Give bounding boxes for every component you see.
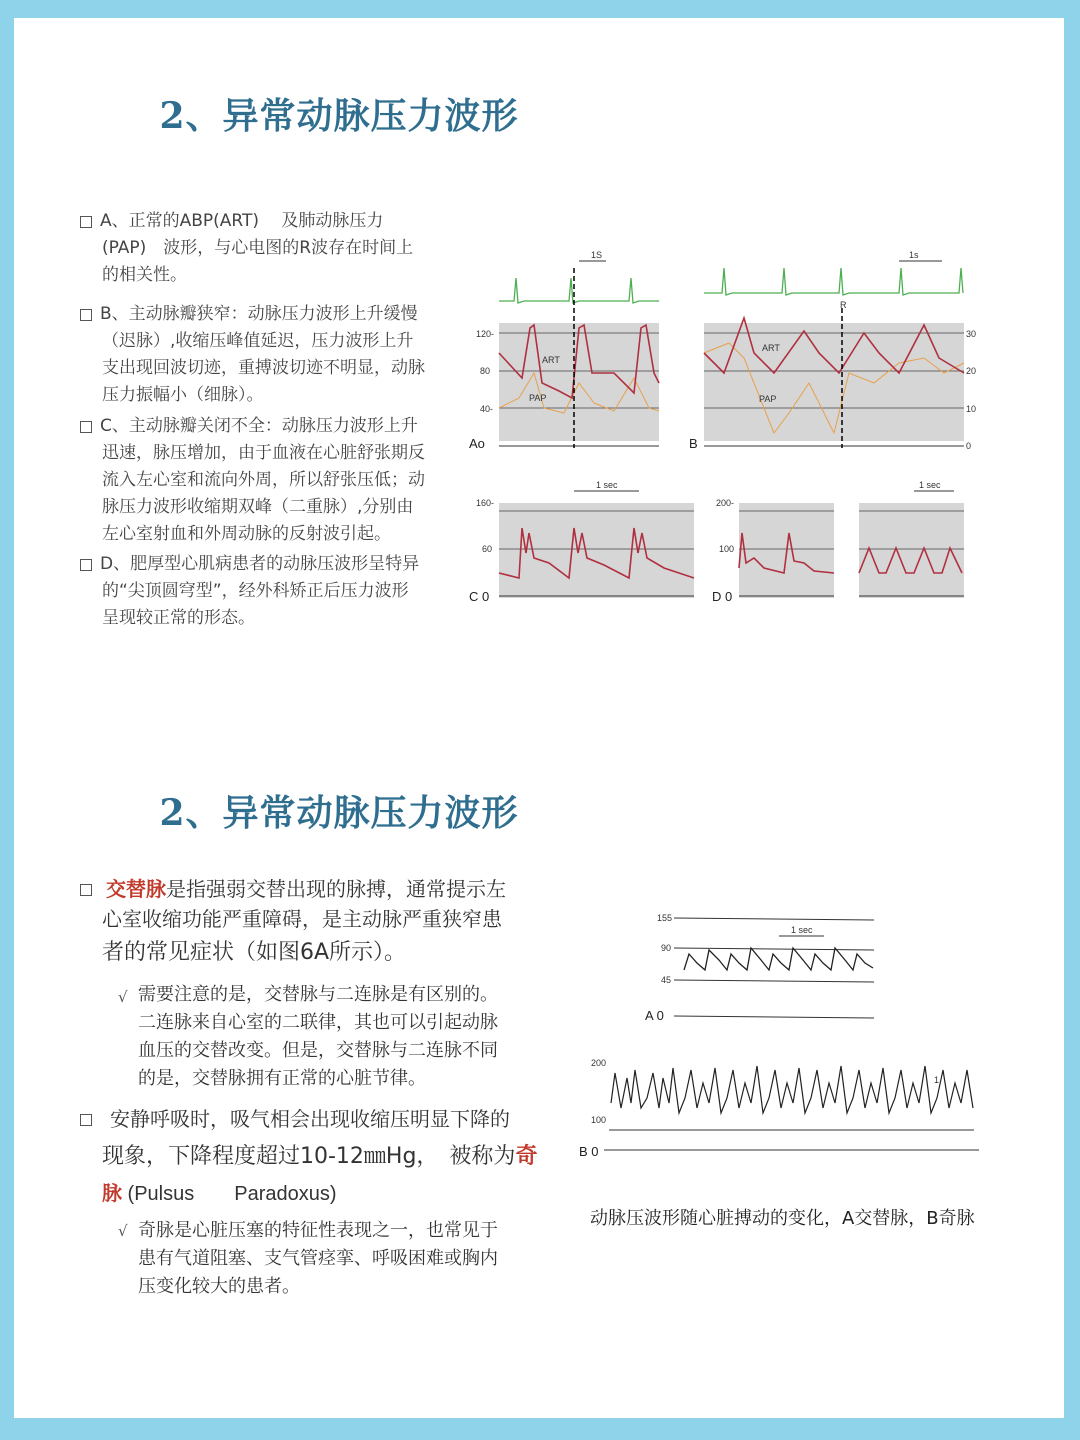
item1-text: 是指强弱交替出现的脉搏，通常提示左 [166, 877, 506, 901]
paradoxical-pulse-trace [611, 1066, 973, 1113]
time-label-b: 1s [909, 250, 919, 260]
figure2-caption: 动脉压波形随心脏搏动的变化，A交替脉，B奇脉 [590, 1208, 975, 1229]
item1-line3: 者的常见症状（如图6A所示）。 [102, 940, 407, 965]
art-label-b: ART [762, 343, 780, 353]
tick-80: 80 [480, 366, 491, 376]
tick-60: 60 [482, 544, 493, 554]
alternating-pulse-trace [684, 948, 873, 970]
panel-b [689, 250, 976, 451]
figure2-panel-b [579, 1058, 979, 1159]
tick-10: 10 [966, 404, 977, 414]
section1-item-line: A、正常的ABP(ART) 及肺动脉压力 [100, 211, 384, 231]
section1-item-line: 流入左心室和流向外周，所以舒张压低；动 [102, 470, 425, 490]
check-line: 压变化较大的患者。 [138, 1276, 300, 1297]
tick-45: 45 [661, 975, 672, 985]
figure2-panel-a [645, 913, 874, 1023]
tick-120: 120- [476, 329, 495, 339]
section1-title: 2、异常动脉压力波形 [159, 95, 519, 137]
tick-100: 100 [591, 1115, 607, 1125]
section1-item-line: (PAP) 波形，与心电图的R波存在时间上 [102, 238, 414, 258]
ecg-trace-b [704, 268, 963, 295]
item1-line2: 心室收缩功能严重障碍，是主动脉严重狭窄患 [102, 907, 502, 931]
figure2-time-b: 1 [934, 1075, 940, 1085]
baseline [674, 1016, 874, 1018]
figure2-label-b: B 0 [579, 1144, 599, 1159]
section1-item-line: 支出现回波切迹，重搏波切迹不明显，动脉 [102, 358, 425, 378]
grid-line [674, 948, 874, 950]
bullet-icon [80, 309, 92, 321]
section1-item-line: B、主动脉瓣狭窄：动脉压力波形上升缓慢 [100, 304, 418, 324]
item2-latin: (Pulsus Paradoxus) [122, 1183, 337, 1205]
ecg-trace-a [499, 278, 659, 303]
panel-a-label: Ao [469, 436, 485, 451]
panel-c-bg [499, 503, 694, 598]
panel-d2-bg [859, 503, 964, 598]
tick-90: 90 [661, 943, 672, 953]
panel-d [712, 480, 964, 604]
tick-40: 40- [480, 404, 494, 414]
tick-30: 30 [966, 329, 977, 339]
panel-b-bg [704, 323, 964, 441]
highlight-paradoxus-b: 脉 [102, 1181, 122, 1205]
tick-155: 155 [657, 913, 673, 923]
bullet-icon [80, 559, 92, 571]
panel-c-label: C 0 [469, 589, 490, 604]
check-icon: √ [118, 988, 128, 1006]
section1-item-line: C、主动脉瓣关闭不全：动脉压力波形上升 [100, 416, 418, 436]
check-line: 患有气道阻塞、支气管痉挛、呼吸困难或胸内 [138, 1248, 498, 1269]
section1-item-line: 左心室射血和外周动脉的反射波引起。 [102, 524, 391, 544]
art-label-a: ART [542, 355, 560, 365]
section1-item-line: 的相关性。 [102, 265, 187, 285]
tick-100: 100 [719, 544, 735, 554]
section2-title: 2、异常动脉压力波形 [159, 792, 519, 834]
grid-line [674, 980, 874, 982]
panel-c [469, 480, 694, 604]
time-label-a: 1S [591, 250, 603, 260]
pap-label-b: PAP [759, 394, 777, 404]
tick-200: 200 [591, 1058, 607, 1068]
section1-item-line: D、肥厚型心肌病患者的动脉压波形呈特异 [100, 554, 420, 574]
bullet-icon [80, 1114, 92, 1126]
item2-line2 [102, 1142, 537, 1172]
panel-b-label: B [689, 436, 698, 451]
pap-label-a: PAP [529, 393, 547, 403]
check-line: 奇脉是心脏压塞的特征性表现之一，也常见于 [138, 1220, 498, 1241]
highlight-alternating-pulse: 交替脉 [106, 877, 166, 901]
item2-line1: 安静呼吸时，吸气相会出现收缩压明显下降的 [110, 1107, 510, 1131]
highlight-paradoxus-a: 奇 [515, 1144, 538, 1169]
panel-d-label: D 0 [712, 589, 733, 604]
tick-20: 20 [966, 366, 977, 376]
check-line: 的是，交替脉拥有正常的心脏节律。 [138, 1068, 426, 1089]
section1-item-line: 呈现较正常的形态。 [102, 608, 255, 628]
item2-text: 现象，下降程度超过10-12㎜Hg， 被称为 [102, 1144, 516, 1169]
tick-160: 160- [476, 498, 495, 508]
figure2 [569, 908, 979, 1178]
check-line: 血压的交替改变。但是，交替脉与二连脉不同 [138, 1040, 498, 1061]
bullet-icon [80, 421, 92, 433]
check-icon: √ [118, 1222, 128, 1240]
item2-line3 [102, 1178, 337, 1209]
section1-item-line: （迟脉）,收缩压峰值延迟，压力波形上升 [102, 331, 414, 351]
bullet-icon [80, 884, 92, 896]
page [14, 18, 1064, 1418]
check-line: 二连脉来自心室的二联律，其也可以引起动脉 [138, 1012, 498, 1033]
time-label-d: 1 sec [919, 480, 941, 490]
section1-item-line: 脉压力波形收缩期双峰（二重脉）,分别由 [102, 497, 414, 517]
figure2-time-a: 1 sec [791, 925, 813, 935]
r-label: R [840, 300, 847, 310]
tick-200: 200- [716, 498, 735, 508]
section1-item-line: 迅速，脉压增加，由于血液在心脏舒张期反 [102, 443, 425, 463]
time-label-c: 1 sec [596, 480, 618, 490]
figure1 [454, 233, 977, 623]
tick-0: 0 [966, 441, 972, 451]
check-line: 需要注意的是，交替脉与二连脉是有区别的。 [138, 984, 498, 1005]
section1-item-line: 的“尖顶圆穹型”，经外科矫正后压力波形 [102, 581, 409, 601]
grid-line [674, 918, 874, 920]
bullet-icon [80, 216, 92, 228]
panel-a [469, 250, 659, 451]
item1-line1 [106, 874, 506, 904]
figure2-label-a: A 0 [645, 1008, 664, 1023]
section1-item-line: 压力振幅小（细脉）。 [102, 385, 264, 405]
